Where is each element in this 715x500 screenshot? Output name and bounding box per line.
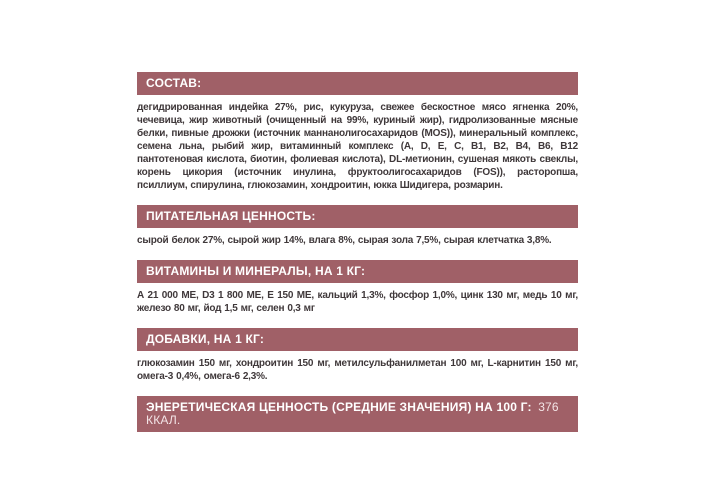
- nutritional-value-body-text: сырой белок 27%, сырой жир 14%, влага 8%, сырая зола 7,5%, сырая клетчатка 3,8%.: [137, 235, 552, 246]
- composition-body-text: дегидрированная индейка 27%, рис, кукуруза, свежее бескостное мясо ягненка 20%, чечевица, жир животный (очищенный на 99%, куриный жир), гидролизованные мясные белки, пивные дрожжи (источник маннанолигосахаридов (MOS)), минеральный комплекс, семена льна, рыбий жир, витаминный комплекс (A, D, E, C, B1, B2, B4, B6, B12 пантотеновая кислота, биотин, фолиевая кислота), DL-метионин, сушеная мякоть свеклы, корень цикория (источник инулина, фруктоолигосахаридов (FOS)), расторопша, псиллиум, спирулина, глюкозамин, хондроитин, юкка Шидигера, розмарин.: [137, 102, 578, 191]
- section-vitamins-minerals: [137, 260, 578, 315]
- energy-value-kcal: 376 ККАЛ.: [146, 400, 559, 427]
- energy-value-header-label: ЭНЕРЕТИЧЕСКАЯ ЦЕННОСТЬ (СРЕДНИЕ ЗНАЧЕНИЯ) НА 100 Г:: [146, 400, 532, 414]
- additives-header-bar: [137, 328, 578, 351]
- energy-value-header-bar: [137, 396, 578, 432]
- section-energy-value: [137, 396, 578, 432]
- nutritional-value-header-label: ПИТАТЕЛЬНАЯ ЦЕННОСТЬ:: [146, 209, 316, 223]
- section-additives: [137, 328, 578, 383]
- composition-header-label: СОСТАВ:: [146, 76, 202, 90]
- section-composition: [137, 72, 578, 192]
- vitamins-minerals-header-bar: [137, 260, 578, 283]
- additives-body-text: глюкозамин 150 мг, хондроитин 150 мг, метилсульфанилметан 100 мг, L-карнитин 150 мг, омега-3 0,4%, омега-6 2,3%.: [137, 358, 578, 382]
- section-nutritional-value: [137, 205, 578, 247]
- composition-header-bar: [137, 72, 578, 95]
- additives-header-label: ДОБАВКИ, НА 1 КГ:: [146, 332, 265, 346]
- info-panel: [137, 72, 578, 445]
- vitamins-minerals-header-label: ВИТАМИНЫ И МИНЕРАЛЫ, НА 1 КГ:: [146, 264, 366, 278]
- vitamins-minerals-body-text: А 21 000 МЕ, D3 1 800 МЕ, Е 150 МЕ, кальций 1,3%, фосфор 1,0%, цинк 130 мг, медь 10 мг, железо 80 мг, йод 1,5 мг, селен 0,3 мг: [137, 290, 578, 314]
- nutritional-value-header-bar: [137, 205, 578, 228]
